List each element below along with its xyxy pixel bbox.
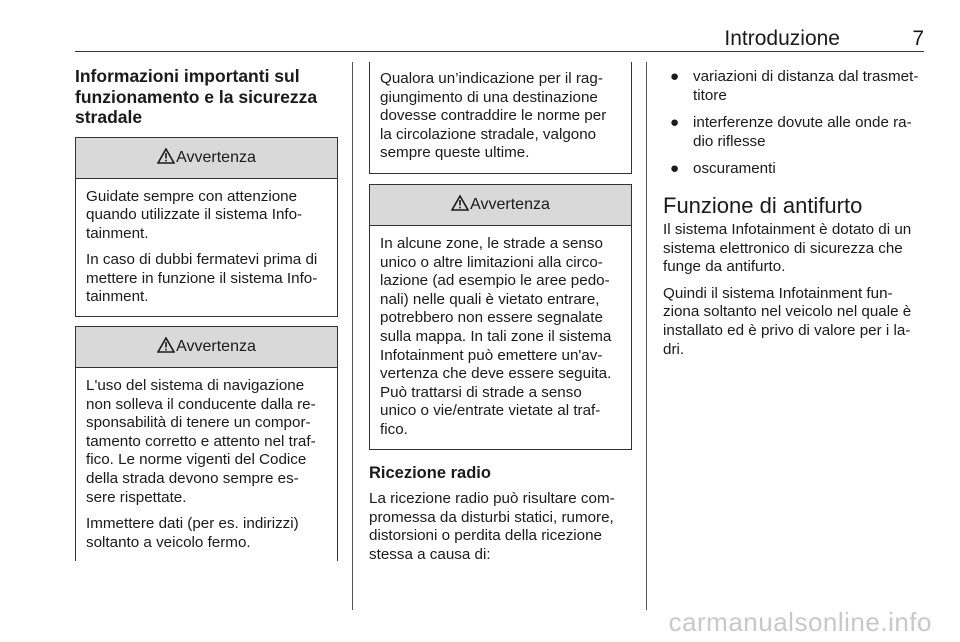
radio-reception-heading: Ricezione radio: [369, 463, 491, 482]
list-item-text: interferenze dovute alle onde ra-dio riflesse: [693, 114, 912, 150]
column-divider-2: [646, 62, 647, 610]
bullet-icon: ●: [670, 160, 680, 178]
warning-box-2-paragraph-1: L'uso del sistema di navigazione non solleva il conducente dalla re-sponsabilità di tenere un compor-tamento corretto e attento nel traf-fico. Le norme vigenti del Codice della strada devono sempre es-sere rispettate.: [86, 377, 316, 506]
warning-box-2-continuation: [369, 62, 632, 174]
theft-paragraph-1: Il sistema Infotainment è dotato di un sistema elettronico di sicurezza che funge da antifurto.: [663, 220, 912, 276]
warning-box-2-title: Avvertenza: [176, 338, 256, 356]
theft-paragraph-2: Quindi il sistema Infotainment fun-ziona soltanto nel veicolo nel quale è installato ed è privo di valore per i la-dri.: [663, 284, 912, 358]
header-rule: [75, 51, 924, 52]
bullet-icon: ●: [670, 114, 680, 132]
column-1: [75, 66, 338, 561]
column-2: [369, 62, 632, 564]
warning-triangle-icon: [157, 337, 175, 353]
warning-triangle-icon: [157, 148, 175, 164]
warning-box-2-header: [76, 327, 337, 368]
warning-box-3-paragraph-1: In alcune zone, le strade a senso unico o altre limitazioni alla circo-lazione (ad esempio le aree pedo-nali) nelle quali è vietato entrare, potrebbero non essere segnalate sulla mappa. In tali zone il sistema Infotainment può emettere un'av-vertenza che deve essere seguita. Può trattarsi di strade a senso unico o vie/entrate vietate al traf-fico.: [380, 234, 612, 438]
interference-list: [663, 68, 928, 179]
warning-triangle-icon: [451, 195, 469, 211]
list-item: [663, 114, 928, 151]
warning-box-1-paragraph-1: Guidate sempre con attenzione quando utilizzate il sistema Info-tainment.: [86, 187, 303, 242]
list-item: [663, 160, 928, 179]
column-divider-1: [352, 62, 353, 610]
warning-box-2-body: [76, 368, 337, 561]
theft-function-heading: Funzione di antifurto: [663, 192, 863, 218]
page-header-title: Introduzione: [724, 27, 840, 50]
warning-box-2-paragraph-2: Immettere dati (per es. indirizzi) soltanto a veicolo fermo.: [86, 515, 299, 551]
warning-box-3-body: [370, 226, 631, 449]
column-3: [663, 68, 928, 359]
list-item: [663, 68, 928, 105]
warning-box-1: [75, 137, 338, 318]
list-item-text: oscuramenti: [693, 160, 776, 178]
warning-box-2: [75, 326, 338, 561]
warning-box-1-body: [76, 179, 337, 317]
watermark: carmanualsonline.info: [668, 607, 932, 637]
warning-box-3: [369, 184, 632, 450]
warning-box-1-paragraph-2: In caso di dubbi fermatevi prima di mettere in funzione il sistema Info-tainment.: [86, 251, 318, 306]
bullet-icon: ●: [670, 68, 680, 85]
warning-box-1-title: Avvertenza: [176, 148, 256, 166]
safety-heading: Informazioni importanti sul funzionamento e la sicurezza stradale: [75, 66, 318, 127]
list-item-text: variazioni di distanza dal trasmet-titore: [693, 68, 919, 104]
page-number: 7: [912, 27, 924, 50]
warning-box-3-header: [370, 185, 631, 226]
warning-box-2-paragraph-3: Qualora un’indicazione per il rag-giungimento di una destinazione dovesse contraddire le norme per la circolazione stradale, valgono sempre queste ultime.: [380, 70, 607, 162]
warning-box-1-header: [76, 138, 337, 179]
radio-reception-text: La ricezione radio può risultare com-promessa da disturbi statici, rumore, distorsioni o perdita della ricezione stessa a causa di:: [369, 490, 615, 563]
warning-box-3-title: Avvertenza: [470, 195, 550, 213]
